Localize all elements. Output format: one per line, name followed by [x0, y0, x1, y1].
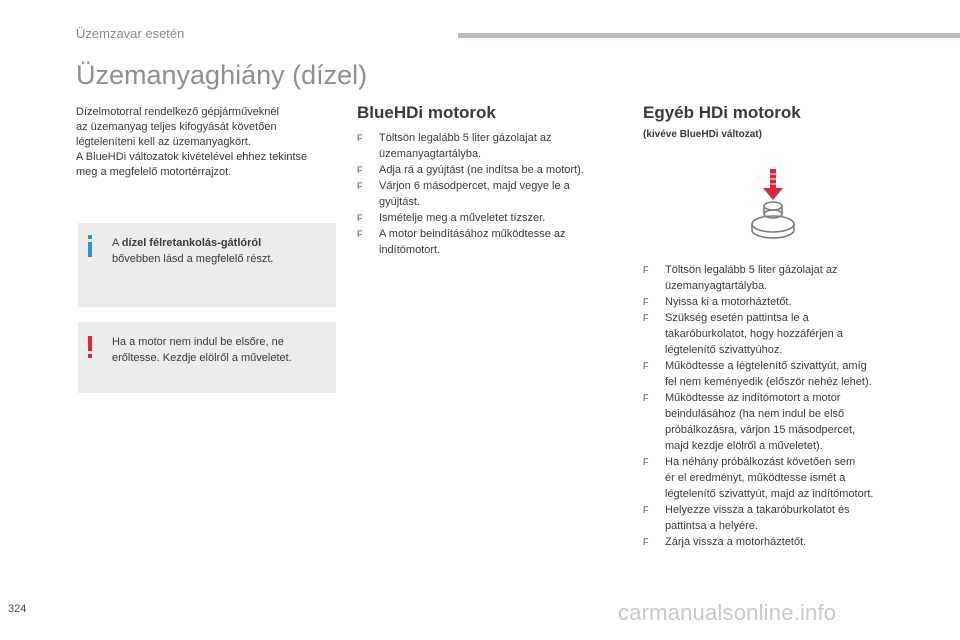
- step-item: [643, 358, 918, 390]
- step-item: [643, 454, 918, 502]
- step-item: [357, 210, 627, 226]
- step-text-line: Adja rá a gyújtást (ne indítsa be a motort).: [379, 164, 584, 176]
- info-note: [78, 223, 336, 307]
- step-item: [357, 178, 627, 210]
- section-title: Üzemzavar esetén: [76, 26, 185, 41]
- step-text-line: üzemanyagtartályba.: [665, 280, 768, 292]
- step-text-line: indítómotort.: [379, 244, 441, 256]
- bullet-icon: F: [643, 297, 649, 307]
- step-text-line: Várjon 6 másodpercet, majd vegye le a: [379, 180, 570, 192]
- info-icon: [88, 235, 92, 257]
- step-item: [643, 310, 918, 358]
- step-text-line: Töltsön legalább 5 liter gázolajat az: [379, 132, 552, 144]
- other-hdi-heading: Egyéb HDi motorok: [643, 103, 801, 122]
- step-item: [357, 226, 627, 258]
- step-item: [643, 390, 918, 454]
- step-item: [643, 502, 918, 534]
- step-text-line: Nyissa ki a motorháztetőt.: [665, 296, 792, 308]
- step-item: [357, 162, 627, 178]
- step-item: [643, 262, 918, 294]
- bluehdi-heading: BlueHDi motorok: [357, 103, 496, 122]
- bullet-icon: F: [643, 393, 649, 403]
- bullet-icon: F: [357, 229, 363, 239]
- info-note-line2: bővebben lásd a megfelelő részt.: [112, 253, 274, 265]
- bullet-icon: F: [357, 165, 363, 175]
- bullet-icon: F: [357, 133, 363, 143]
- step-text-line: Ha néhány próbálkozást követően sem: [665, 456, 856, 468]
- bullet-icon: F: [643, 457, 649, 467]
- info-note-prefix: A: [112, 237, 122, 249]
- bullet-icon: F: [643, 505, 649, 515]
- step-text-line: Szükség esetén pattintsa le a: [665, 312, 809, 324]
- bluehdi-steps: [357, 130, 627, 258]
- step-text-line: Zárja vissza a motorháztetőt.: [665, 536, 807, 548]
- step-text-line: Ismételje meg a műveletet tízszer.: [379, 212, 546, 224]
- warning-note-line: erőltesse. Kezdje elölről a műveletet.: [112, 352, 292, 364]
- step-text-line: légtelenítő szivattyúhoz.: [665, 344, 783, 356]
- header-divider-bar: [458, 33, 960, 38]
- warning-note: [78, 322, 336, 393]
- info-note-text: [112, 235, 327, 267]
- step-text-line: A motor beindításához működtesse az: [379, 228, 566, 240]
- step-text-line: légtelenítő szivattyút, majd az indítómotort.: [665, 488, 874, 500]
- bullet-icon: F: [643, 361, 649, 371]
- intro-paragraph: [76, 105, 338, 180]
- warning-note-line: Ha a motor nem indul be elsőre, ne: [112, 336, 284, 348]
- page-title: Üzemanyaghiány (dízel): [76, 60, 368, 90]
- other-hdi-subtitle: (kivéve BlueHDi változat): [643, 129, 762, 140]
- arrow-down-icon: [763, 169, 783, 200]
- step-text-line: Működtesse a légtelenítő szivattyút, amíg: [665, 360, 867, 372]
- step-text-line: Működtesse az indítómotort a motor: [665, 392, 841, 404]
- intro-line: A BlueHDi változatok kivételével ehhez tekintse: [76, 151, 308, 163]
- step-text-line: fel nem keményedik (először nehéz lehet).: [665, 376, 872, 388]
- step-text-line: beindulásához (ha nem indul be első: [665, 408, 845, 420]
- intro-line: Dízelmotorral rendelkező gépjárműveknél: [76, 106, 279, 118]
- watermark: carmanualsonline.info: [618, 600, 837, 625]
- info-note-bold: dízel félretankolás-gátlóról: [121, 237, 262, 249]
- intro-line: az üzemanyag teljes kifogyását követően: [76, 121, 277, 133]
- intro-line: meg a megfelelő motortérrajzot.: [76, 166, 232, 178]
- step-item: [643, 294, 918, 310]
- step-text-line: próbálkozásra, várjon 15 másodpercet,: [665, 424, 856, 436]
- step-text-line: takaróburkolatot, hogy hozzáférjen a: [665, 328, 843, 340]
- step-text-line: Helyezze vissza a takaróburkolatot és: [665, 504, 850, 516]
- intro-line: légteleníteni kell az üzemanyagkört.: [76, 136, 251, 148]
- step-text-line: üzemanyagtartályba.: [379, 148, 482, 160]
- step-text-line: ér el eredményt, működtesse ismét a: [665, 472, 846, 484]
- step-text-line: Töltsön legalább 5 liter gázolajat az: [665, 264, 838, 276]
- bullet-icon: F: [643, 537, 649, 547]
- other-hdi-steps: [643, 262, 918, 550]
- step-text-line: pattintsa a helyére.: [665, 520, 758, 532]
- step-item: [357, 130, 627, 162]
- bullet-icon: F: [643, 313, 649, 323]
- page-number: 324: [8, 603, 27, 615]
- bullet-icon: F: [357, 213, 363, 223]
- step-item: [643, 534, 918, 550]
- step-text-line: gyújtást.: [379, 196, 420, 208]
- bullet-icon: F: [357, 181, 363, 191]
- warning-icon: [88, 336, 92, 358]
- bullet-icon: F: [643, 265, 649, 275]
- step-text-line: majd kezdje elölről a műveletet).: [665, 440, 823, 452]
- priming-pump-icon: [748, 166, 798, 242]
- warning-note-text: [112, 334, 327, 366]
